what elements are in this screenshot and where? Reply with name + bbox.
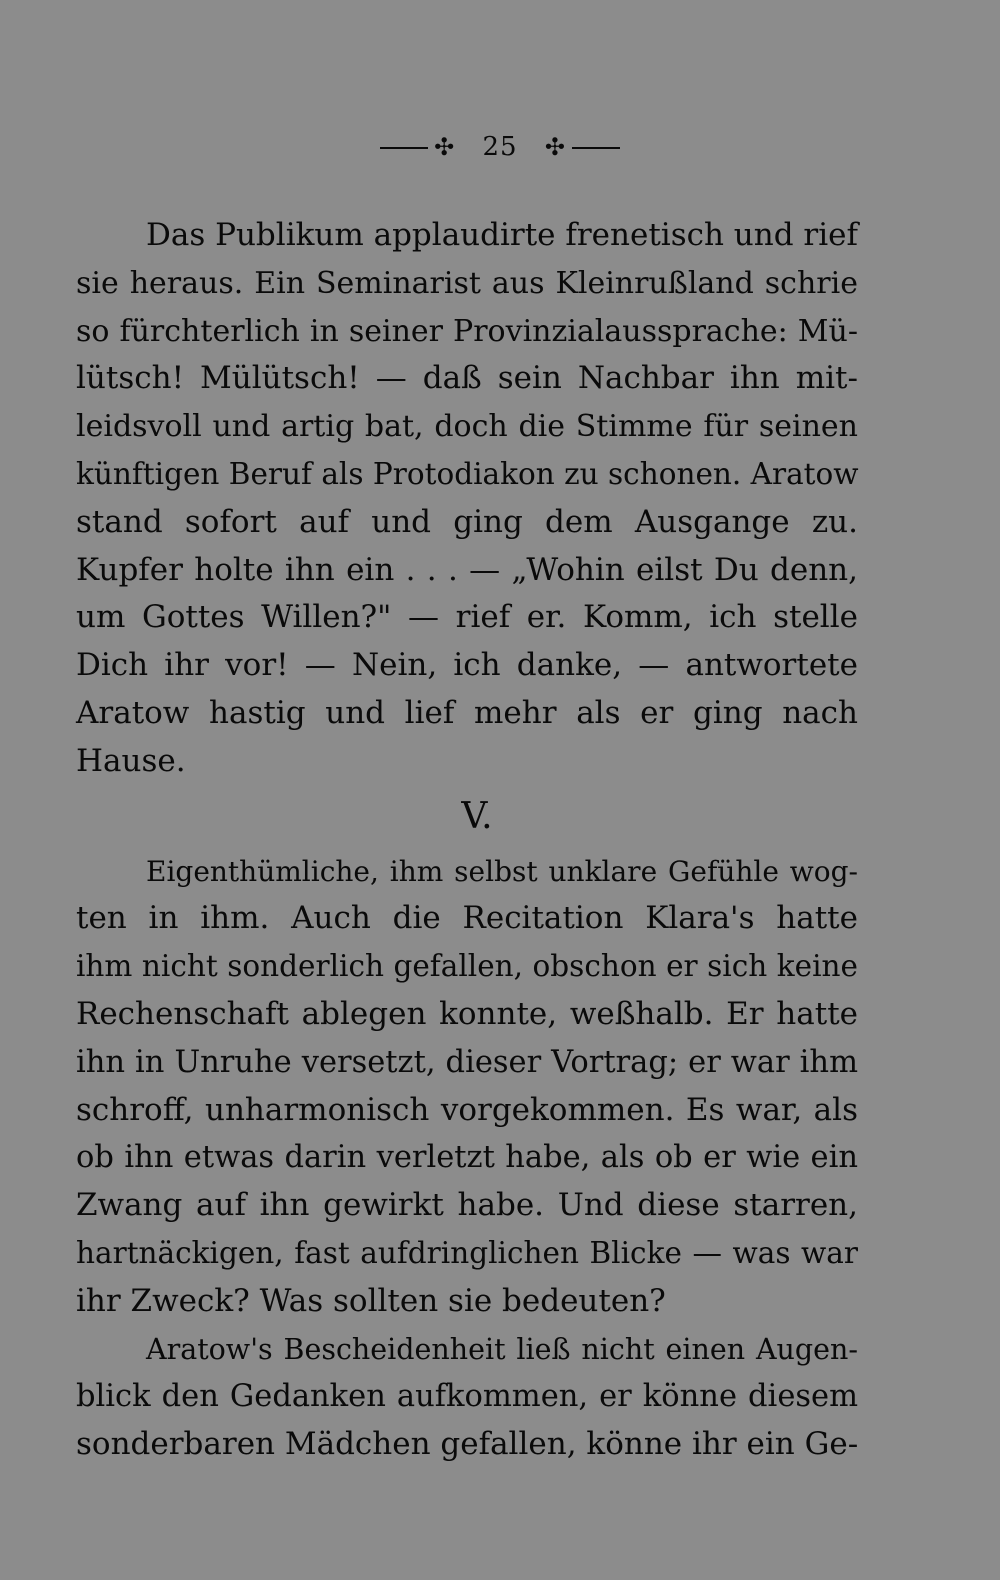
text-line: Zwang auf ihn gewirkt habe. Und diese starren, — [76, 1187, 858, 1224]
text-line: Aratow hastig und lief mehr als er ging nach — [76, 694, 858, 731]
text-line: leidsvoll und artig bat, doch die Stimme für seinen — [76, 409, 858, 445]
text-line: künftigen Beruf als Protodiakon zu schonen. Aratow — [76, 456, 859, 491]
text-line: sonderbaren Mädchen gefallen, könne ihr ein Ge- — [76, 1426, 859, 1463]
text-line: blick den Gedanken aufkommen, er könne diesem — [76, 1379, 858, 1415]
ornament-left-icon: ✣ — [434, 133, 456, 161]
text-line: ob ihn etwas darin verletzt habe, als ob er wie ein — [76, 1140, 858, 1176]
text-line: Kupfer holte ihn ein . . . — „Wohin eilst Du denn, — [76, 551, 858, 588]
text-line: ten in ihm. Auch die Recitation Klara's hatte — [76, 900, 858, 937]
text-line: so fürchterlich in seiner Provinzialaussprache: Mü- — [76, 313, 858, 349]
text-line: ihr Zweck? Was sollten sie bedeuten? — [76, 1282, 666, 1319]
text-line: sie heraus. Ein Seminarist aus Kleinrußland schrie — [76, 265, 858, 301]
text-line: Eigenthümliche, ihm selbst unklare Gefühle wog- — [146, 854, 858, 888]
header-rule-right — [572, 147, 620, 149]
text-line: ihm nicht sonderlich gefallen, obschon er sich keine — [76, 949, 858, 984]
page-number: 25 — [482, 132, 518, 162]
text-line: schroff, unharmonisch vorgekommen. Es war, als — [76, 1091, 858, 1128]
text-line: Dich ihr vor! — Nein, ich danke, — antwortete — [76, 647, 858, 684]
header-rule-left — [380, 147, 428, 149]
text-line: Rechenschaft ablegen konnte, weßhalb. Er hatte — [76, 995, 858, 1032]
text-line: Hause. — [76, 742, 186, 779]
text-line: hartnäckigen, fast aufdringlichen Blicke — was war — [76, 1235, 858, 1270]
text-line: lütsch! Mülütsch! — daß sein Nachbar ihn mit- — [76, 360, 858, 397]
text-line: Aratow's Bescheidenheit ließ nicht einen Augen- — [146, 1332, 858, 1366]
page-header — [0, 132, 1000, 162]
body-text — [76, 212, 858, 1469]
text-line: Das Publikum applaudirte frenetisch und rief — [146, 217, 858, 253]
text-line: ihn in Unruhe versetzt, dieser Vortrag; er war ihm — [76, 1044, 858, 1080]
text-line: um Gottes Willen?" — rief er. Komm, ich stelle — [76, 599, 858, 636]
ornament-right-icon: ✣ — [544, 133, 566, 161]
text-line: stand sofort auf und ging dem Ausgange zu. — [76, 503, 858, 540]
chapter-heading: V. — [461, 795, 493, 837]
